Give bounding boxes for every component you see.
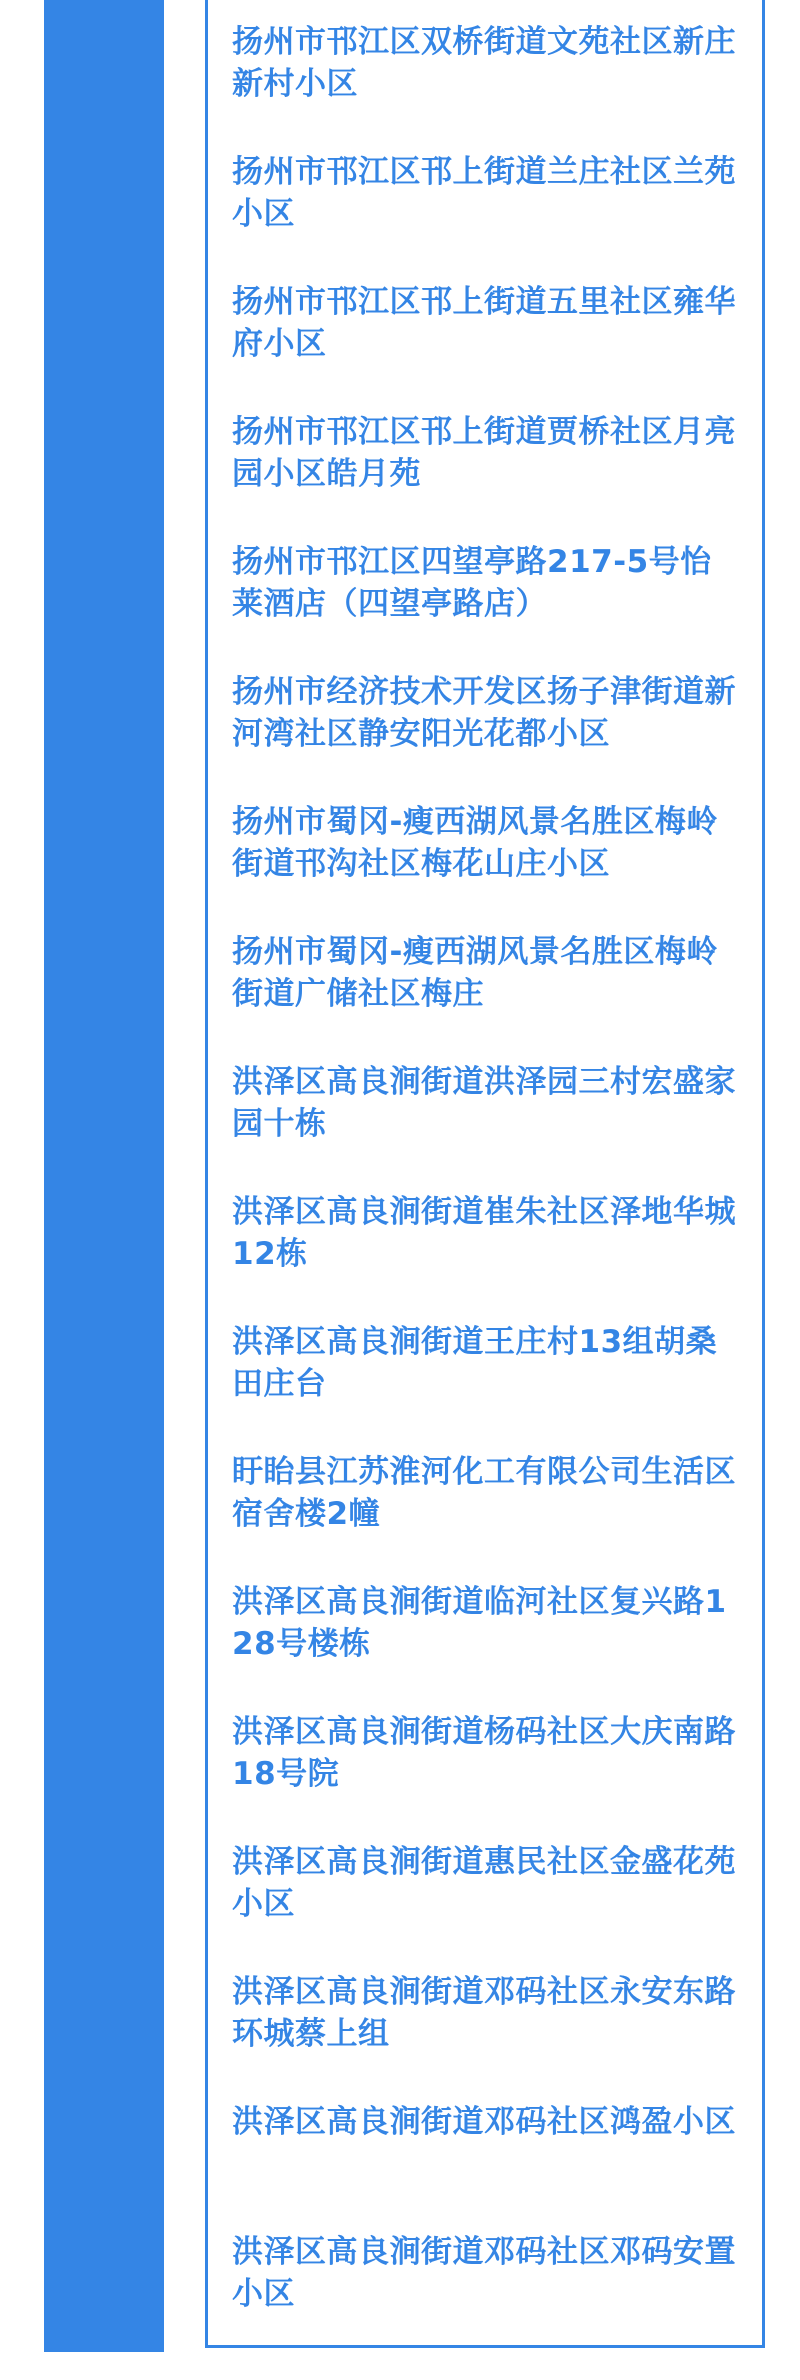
list-item <box>232 1061 738 1191</box>
address-text: 洪泽区高良涧街道洪泽园三村宏盛家园十栋 <box>232 1064 736 1142</box>
list-item <box>232 21 738 151</box>
list-item <box>232 281 738 411</box>
address-text: 扬州市邗江区四望亭路217-5号怡莱酒店（四望亭路店） <box>232 544 712 622</box>
list-item <box>232 411 738 541</box>
list-item <box>232 2101 738 2231</box>
address-text: 扬州市蜀冈-瘦西湖风景名胜区梅岭街道邗沟社区梅花山庄小区 <box>232 804 718 882</box>
address-text: 洪泽区高良涧街道王庄村13组胡桑田庄台 <box>232 1324 718 1402</box>
list-item <box>232 1321 738 1451</box>
address-text: 洪泽区高良涧街道崔朱社区泽地华城12栋 <box>232 1194 736 1272</box>
list-item <box>232 931 738 1061</box>
address-text: 扬州市邗江区邗上街道兰庄社区兰苑小区 <box>232 154 736 232</box>
list-item <box>232 151 738 281</box>
address-text: 扬州市邗江区邗上街道五里社区雍华府小区 <box>232 284 736 362</box>
address-text: 洪泽区高良涧街道惠民社区金盛花苑小区 <box>232 1844 736 1922</box>
list-item <box>232 1971 738 2101</box>
list-item <box>232 1581 738 1711</box>
list-item <box>232 1451 738 1581</box>
list-item <box>232 671 738 801</box>
list-item <box>232 801 738 931</box>
address-text: 扬州市邗江区邗上街道贾桥社区月亮园小区皓月苑 <box>232 414 736 492</box>
address-text: 盱眙县江苏淮河化工有限公司生活区宿舍楼2幢 <box>232 1454 736 1532</box>
address-text: 洪泽区高良涧街道临河社区复兴路128号楼栋 <box>232 1584 727 1662</box>
address-text: 扬州市蜀冈-瘦西湖风景名胜区梅岭街道广储社区梅庄 <box>232 934 718 1012</box>
address-text: 扬州市经济技术开发区扬子津街道新河湾社区静安阳光花都小区 <box>232 674 736 752</box>
address-text: 洪泽区高良涧街道邓码社区邓码安置小区 <box>232 2234 736 2312</box>
address-list-panel <box>205 0 765 2348</box>
list-item <box>232 1711 738 1841</box>
address-text: 扬州市邗江区双桥街道文苑社区新庄新村小区 <box>232 24 736 102</box>
list-item <box>232 2231 738 2361</box>
list-item <box>232 1191 738 1321</box>
address-text: 洪泽区高良涧街道邓码社区永安东路环城蔡上组 <box>232 1974 736 2052</box>
list-item <box>232 1841 738 1971</box>
address-text: 洪泽区高良涧街道杨码社区大庆南路18号院 <box>232 1714 736 1792</box>
address-text: 洪泽区高良涧街道邓码社区鸿盈小区 <box>232 2104 736 2140</box>
address-list <box>232 21 738 2361</box>
list-item <box>232 541 738 671</box>
left-accent-bar <box>44 0 164 2352</box>
